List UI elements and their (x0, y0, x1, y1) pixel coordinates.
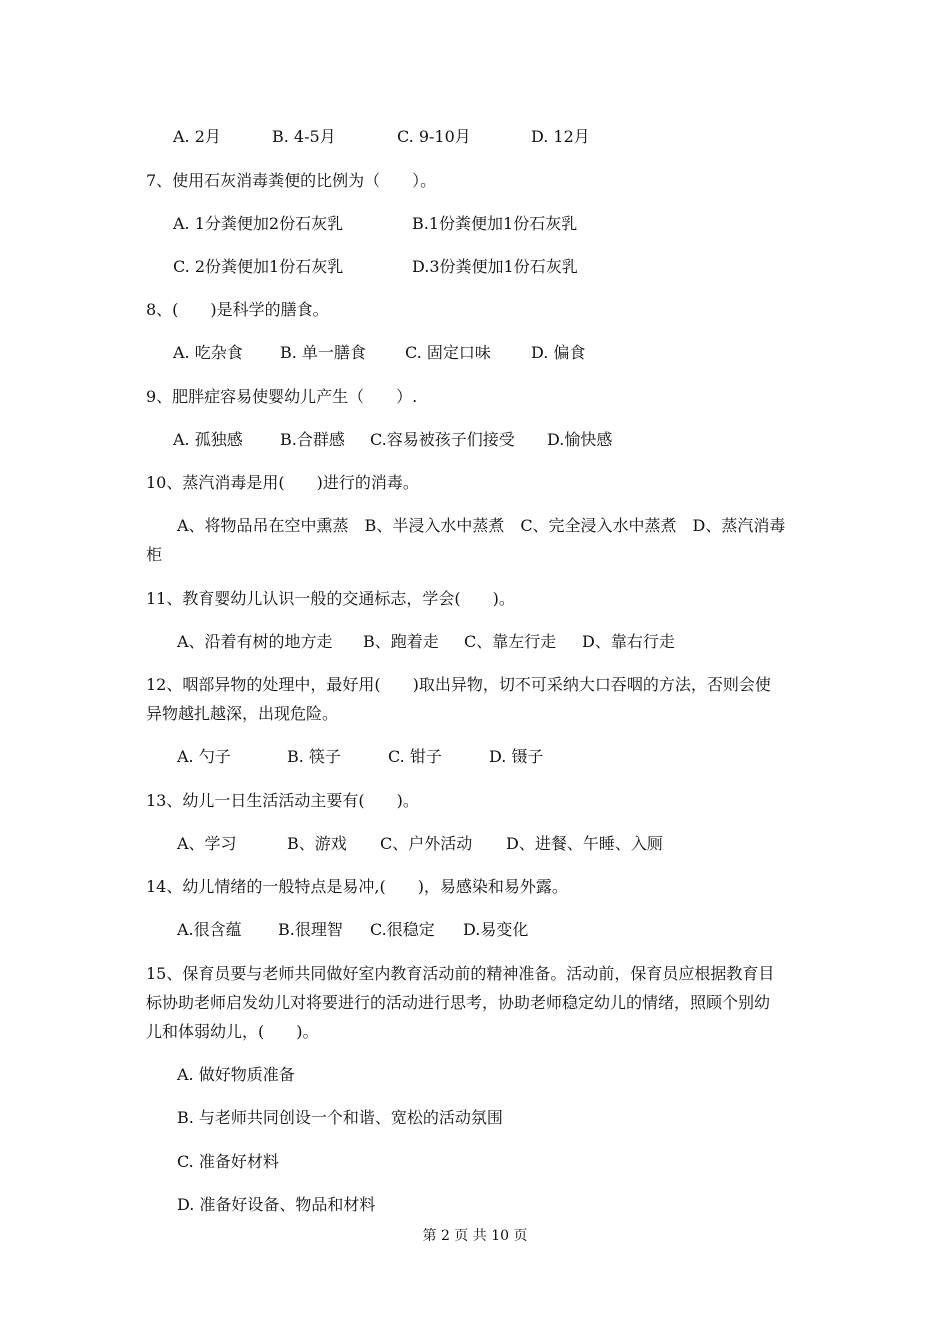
q15-option-d: D. 准备好设备、物品和材料 (177, 1195, 376, 1214)
q11-stem: 11、教育婴幼儿认识一般的交通标志，学会( )。 (146, 589, 515, 608)
q13-option-d: D、进餐、午睡、入厕 (506, 834, 663, 853)
q6-option-a: A. 2月 (173, 127, 221, 146)
q13-option-c: C、户外活动 (380, 834, 473, 853)
q9-option-a: A. 孤独感 (173, 430, 243, 449)
q15-stem-wrap-2: 儿和体弱幼儿，( )。 (146, 1022, 319, 1041)
q6-option-c: C. 9-10月 (397, 127, 471, 146)
q15-stem: 15、保育员要与老师共同做好室内教育活动前的精神准备。活动前，保育员应根据教育目 (146, 964, 775, 983)
q8-option-a: A. 吃杂食 (173, 343, 243, 362)
q7-option-b: B.1份粪便加1份石灰乳 (412, 214, 578, 233)
q12-option-a: A. 勺子 (177, 747, 231, 766)
q9-option-d: D.愉快感 (547, 430, 613, 449)
q11-option-a: A、沿着有树的地方走 (177, 632, 333, 651)
q11-option-c: C、靠左行走 (464, 632, 557, 651)
q15-option-a: A. 做好物质准备 (177, 1065, 295, 1084)
q7-option-a: A. 1分粪便加2份石灰乳 (173, 214, 344, 233)
q10-options: A、将物品吊在空中熏蒸 B、半浸入水中蒸煮 C、完全浸入水中蒸煮 D、蒸汽消毒 (177, 516, 786, 535)
q12-stem-wrap: 异物越扎越深，出现危险。 (146, 704, 339, 723)
q7-option-d: D.3份粪便加1份石灰乳 (412, 257, 578, 276)
q11-option-b: B、跑着走 (363, 632, 439, 651)
q9-option-c: C.容易被孩子们接受 (370, 430, 515, 449)
q9-option-b: B.合群感 (280, 430, 345, 449)
q14-option-c: C.很稳定 (370, 920, 435, 939)
q13-option-a: A、学习 (177, 834, 237, 853)
q10-options-wrap: 柜 (146, 545, 163, 564)
q6-option-d: D. 12月 (531, 127, 590, 146)
q14-option-a: A.很含蕴 (177, 920, 242, 939)
q8-option-c: C. 固定口味 (405, 343, 491, 362)
q12-option-b: B. 筷子 (287, 747, 341, 766)
q15-stem-wrap-1: 标协助老师启发幼儿对将要进行的活动进行思考，协助老师稳定幼儿的情绪，照顾个别幼 (146, 993, 771, 1012)
q13-stem: 13、幼儿一日生活活动主要有( )。 (146, 791, 419, 810)
q7-option-c: C. 2份粪便加1份石灰乳 (173, 257, 344, 276)
q14-option-d: D.易变化 (463, 920, 529, 939)
q15-option-b: B. 与老师共同创设一个和谐、宽松的活动氛围 (177, 1108, 503, 1127)
q14-option-b: B.很理智 (278, 920, 343, 939)
q7-stem: 7、使用石灰消毒粪便的比例为（ ）。 (146, 171, 437, 190)
q12-option-c: C. 钳子 (388, 747, 442, 766)
q15-option-c: C. 准备好材料 (177, 1152, 279, 1171)
q8-option-d: D. 偏食 (531, 343, 586, 362)
q14-stem: 14、幼儿情绪的一般特点是易冲,( )，易感染和易外露。 (146, 877, 568, 896)
q9-stem: 9、肥胖症容易使婴幼儿产生（ ）. (146, 387, 418, 406)
q11-option-d: D、靠右行走 (582, 632, 675, 651)
page-footer: 第 2 页 共 10 页 (422, 1228, 528, 1244)
q6-option-b: B. 4-5月 (272, 127, 336, 146)
q8-stem: 8、( )是科学的膳食。 (146, 300, 329, 319)
q12-stem: 12、咽部异物的处理中，最好用( )取出异物，切不可采纳大口吞咽的方法，否则会使 (146, 675, 771, 694)
q10-stem: 10、蒸汽消毒是用( )进行的消毒。 (146, 473, 419, 492)
q13-option-b: B、游戏 (287, 834, 347, 853)
q8-option-b: B. 单一膳食 (280, 343, 366, 362)
q12-option-d: D. 镊子 (489, 747, 544, 766)
